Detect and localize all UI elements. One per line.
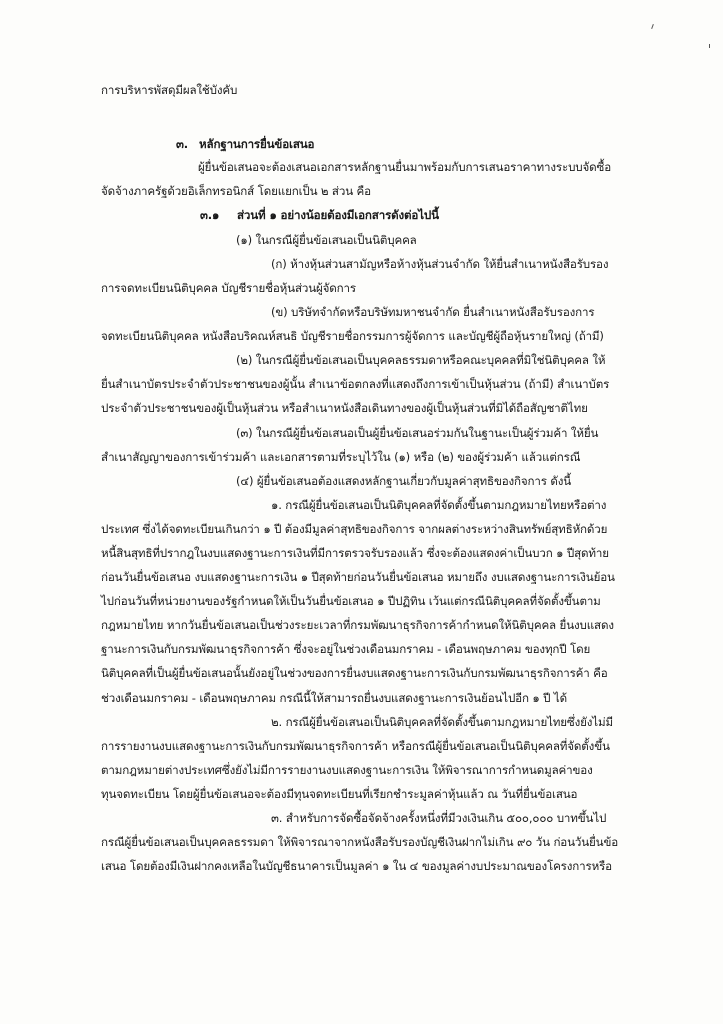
paragraph-line: ประจำตัวประชาชนของผู้เป็นหุ้นส่วน หรือสำเนาหนังสือเดินทางของผู้เป็นหุ้นส่วนที่มิได้ถือสัญชาติไทย xyxy=(101,401,588,415)
section-heading: หลักฐานการยื่นข้อเสนอ xyxy=(199,137,315,151)
intro-line: การบริหารพัสดุมีผลใช้บังคับ xyxy=(101,83,238,97)
list-item: (ก) ห้างหุ้นส่วนสามัญหรือห้างหุ้นส่วนจำกัด ให้ยื่นสำเนาหนังสือรับรอง xyxy=(271,257,609,271)
paragraph-line: ฐานะการเงินกับกรมพัฒนาธุรกิจการค้า ซึ่งจะอยู่ในช่วงเดือนมกราคม - เดือนพฤษภาคม ของทุกปี โดย xyxy=(101,642,591,656)
scan-speck xyxy=(651,24,654,29)
section-number: ๓. xyxy=(176,137,189,151)
paragraph-line: สำเนาสัญญาของการเข้าร่วมค้า และเอกสารตามที่ระบุไว้ใน (๑) หรือ (๒) ของผู้ร่วมค้า แล้วแต่กรณี xyxy=(101,450,581,464)
list-item: ๓. สำหรับการจัดซื้อจัดจ้างครั้งหนึ่งที่มีวงเงินเกิน ๕๐๐,๐๐๐ บาทขึ้นไป xyxy=(271,811,607,825)
paragraph-line: หนี้สินสุทธิที่ปรากฎในงบแสดงฐานะการเงินที่มีการตรวจรับรองแล้ว ซึ่งจะต้องแสดงค่าเป็นบวก ๑ ปีสุดท้าย xyxy=(101,546,609,560)
list-item: (๒) ในกรณีผู้ยื่นข้อเสนอเป็นบุคคลธรรมดาหรือคณะบุคคลที่มิใช่นิติบุคคล ให้ xyxy=(236,353,606,367)
subsection-heading: ส่วนที่ ๑ อย่างน้อยต้องมีเอกสารดังต่อไปนี้ xyxy=(237,208,439,222)
paragraph-line: ยื่นสำเนาบัตรประจำตัวประชาชนของผู้นั้น สำเนาข้อตกลงที่แสดงถึงการเข้าเป็นหุ้นส่วน (ถ้ามี) สำเนาบัตร xyxy=(101,377,610,391)
list-item: (๑) ในกรณีผู้ยื่นข้อเสนอเป็นนิติบุคคล xyxy=(236,233,417,247)
paragraph-line: ไปก่อนวันที่หน่วยงานของรัฐกำหนดให้เป็นวันยื่นข้อเสนอ ๑ ปีปฏิทิน เว้นแต่กรณีนิติบุคคลที่จัดตั้งขึ้นตาม xyxy=(101,594,601,608)
paragraph-line: เสนอ โดยต้องมีเงินฝากคงเหลือในบัญชีธนาคารเป็นมูลค่า ๑ ใน ๔ ของมูลค่างบประมาณของโครงการหรือ xyxy=(101,859,612,873)
paragraph-line: กฎหมายไทย หากวันยื่นข้อเสนอเป็นช่วงระยะเวลาที่กรมพัฒนาธุรกิจการค้ากำหนดให้นิติบุคคล ยื่นงบแสดง xyxy=(101,618,614,632)
list-item: ๑. กรณีผู้ยื่นข้อเสนอเป็นนิติบุคคลที่จัดตั้งขึ้นตามกฎหมายไทยหรือต่าง xyxy=(271,498,607,512)
paragraph-line: ก่อนวันยื่นข้อเสนอ งบแสดงฐานะการเงิน ๑ ปีสุดท้ายก่อนวันยื่นข้อเสนอ หมายถึง งบแสดงฐานะการเงินย้อน xyxy=(101,570,615,584)
paragraph-line: ประเทศ ซึ่งได้จดทะเบียนเกินกว่า ๑ ปี ต้องมีมูลค่าสุทธิของกิจการ จากผลต่างระหว่างสินทรัพย์สุทธิหักด้วย xyxy=(101,522,608,536)
paragraph-line: ผู้ยื่นข้อเสนอจะต้องเสนอเอกสารหลักฐานยื่นมาพร้อมกับการเสนอราคาทางระบบจัดซื้อ xyxy=(198,160,612,174)
paragraph-line: ทุนจดทะเบียน โดยผู้ยื่นข้อเสนอจะต้องมีทุนจดทะเบียนที่เรียกชำระมูลค่าหุ้นแล้ว ณ วันที่ยื่นข้อเสนอ xyxy=(101,787,578,801)
subsection-number: ๓.๑ xyxy=(200,208,220,222)
list-item: (๔) ผู้ยื่นข้อเสนอต้องแสดงหลักฐานเกี่ยวกับมูลค่าสุทธิของกิจการ ดังนี้ xyxy=(236,474,572,488)
scan-speck xyxy=(709,44,710,48)
paragraph-line: ช่วงเดือนมกราคม - เดือนพฤษภาคม กรณีนี้ให้สามารถยื่นงบแสดงฐานะการเงินย้อนไปอีก ๑ ปี ได้ xyxy=(101,691,567,705)
paragraph-line: จดทะเบียนนิติบุคคล หนังสือบริคณห์สนธิ บัญชีรายชื่อกรรมการผู้จัดการ และบัญชีผู้ถือหุ้นรายใหญ่ (ถ้ามี) xyxy=(101,329,604,343)
paragraph-line: การรายงานงบแสดงฐานะการเงินกับกรมพัฒนาธุรกิจการค้า หรือกรณีผู้ยื่นข้อเสนอเป็นนิติบุคคลที่จัดตั้งขึ้น xyxy=(101,739,610,753)
list-item: (๓) ในกรณีผู้ยื่นข้อเสนอเป็นผู้ยื่นข้อเสนอร่วมกันในฐานะเป็นผู้ร่วมค้า ให้ยื่น xyxy=(236,426,599,440)
paragraph-line: การจดทะเบียนนิติบุคคล บัญชีรายชื่อหุ้นส่วนผู้จัดการ xyxy=(101,281,356,295)
list-item: (ข) บริษัทจำกัดหรือบริษัทมหาชนจำกัด ยื่นสำเนาหนังสือรับรองการ xyxy=(271,305,595,319)
paragraph-line: นิติบุคคลที่เป็นผู้ยื่นข้อเสนอนั้นยังอยู่ในช่วงของการยื่นงบแสดงฐานะการเงินกับกรมพัฒนาธุรกิจการค้า คือ xyxy=(101,666,608,680)
paragraph-line: ตามกฎหมายต่างประเทศซึ่งยังไม่มีการรายงานงบแสดงฐานะการเงิน ให้พิจารณาการกำหนดมูลค่าของ xyxy=(101,763,593,777)
paragraph-line: จัดจ้างภาครัฐด้วยอิเล็กทรอนิกส์ โดยแยกเป็น ๒ ส่วน คือ xyxy=(101,184,371,198)
list-item: ๒. กรณีผู้ยื่นข้อเสนอเป็นนิติบุคคลที่จัดตั้งขึ้นตามกฎหมายไทยซึ่งยังไม่มี xyxy=(271,715,613,729)
paragraph-line: กรณีผู้ยื่นข้อเสนอเป็นบุคคลธรรมดา ให้พิจารณาจากหนังสือรับรองบัญชีเงินฝากไม่เกิน ๙๐ วัน ก่อนวันยื่นข้อ xyxy=(101,835,619,849)
